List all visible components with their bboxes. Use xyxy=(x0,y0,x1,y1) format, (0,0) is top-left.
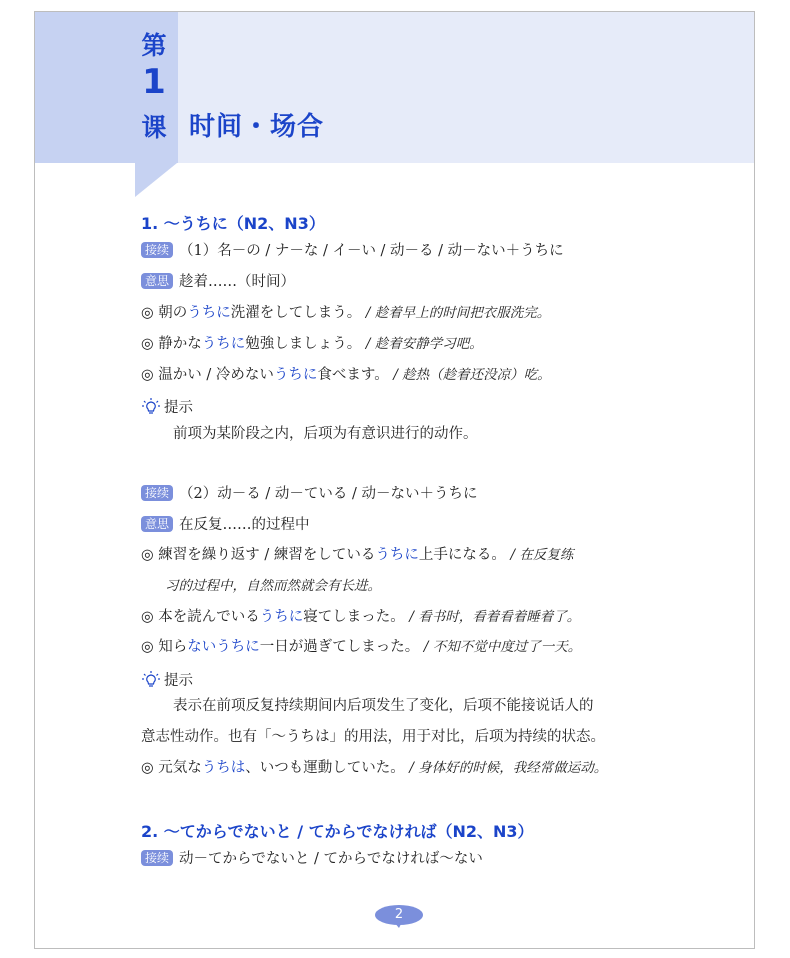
section-1-heading: 1. ～うちに（N2、N3） xyxy=(141,214,325,233)
usage-2-connect xyxy=(141,484,477,504)
example-mark: ◎ xyxy=(141,336,154,352)
example-jp: 勉強しましょう。 xyxy=(245,336,362,352)
usage-1-meaning xyxy=(141,272,295,292)
example-jp: 洗濯をしてしまう。 xyxy=(230,305,362,321)
lesson-char-di: 第 xyxy=(141,31,167,60)
example-line xyxy=(141,545,573,565)
example-jp: 寝てしまった。 xyxy=(303,609,405,625)
example-translation: / 看书时，看着看着睡着了。 xyxy=(409,609,581,625)
example-translation: / 趁热（趁着还没凉）吃。 xyxy=(393,367,551,383)
grammar-highlight: うちに xyxy=(201,336,246,352)
connect-badge: 接续 xyxy=(141,485,173,501)
usage-1-connect xyxy=(141,241,564,261)
connect-text: 动－てからでないと / てからでなければ～ない xyxy=(179,851,483,867)
example-mark: ◎ xyxy=(141,547,154,563)
lightbulb-icon xyxy=(141,397,161,417)
page-number-tail xyxy=(394,922,402,928)
meaning-text: 在反复……的过程中 xyxy=(179,517,310,533)
example-jp: 練習を繰り返す / 練習をしている xyxy=(158,547,376,563)
example-translation: / 趁着早上的时间把衣服洗完。 xyxy=(365,305,551,321)
connect-badge: 接续 xyxy=(141,850,173,866)
example-mark: ◎ xyxy=(141,760,154,776)
example-jp: 一日が過ぎてしまった。 xyxy=(259,639,420,655)
tip-heading xyxy=(141,670,193,691)
connect-badge: 接续 xyxy=(141,242,173,258)
lesson-char-ke: 课 xyxy=(141,113,167,142)
grammar-highlight: うちは xyxy=(201,760,246,776)
grammar-highlight: ないうちに xyxy=(187,639,260,655)
meaning-text: 趁着……（时间） xyxy=(179,274,296,290)
meaning-badge: 意思 xyxy=(141,516,173,532)
lesson-tab-fold xyxy=(135,163,177,197)
example-line xyxy=(141,758,607,778)
example-jp: 温かい / 冷めない xyxy=(158,367,274,383)
tip-label: 提示 xyxy=(164,673,193,689)
grammar-highlight: うちに xyxy=(375,547,419,563)
lesson-number: 1 xyxy=(142,62,166,102)
example-line xyxy=(141,637,581,657)
page-number: 2 xyxy=(375,905,423,925)
meaning-badge: 意思 xyxy=(141,273,173,289)
grammar-highlight: うちに xyxy=(187,305,231,321)
example-line xyxy=(141,365,551,385)
example-translation: / 在反复练 xyxy=(510,547,574,563)
example-jp: 静かな xyxy=(158,336,202,352)
example-translation: / 身体好的时候，我经常做运动。 xyxy=(409,760,608,776)
tip-text: 表示在前项反复持续期间内后项发生了变化，后项不能接说话人的 xyxy=(173,698,594,714)
section-2-connect xyxy=(141,849,483,869)
example-jp: 元気な xyxy=(158,760,202,776)
example-jp: 食べます。 xyxy=(317,367,389,383)
grammar-highlight: うちに xyxy=(273,367,318,383)
example-jp: 上手になる。 xyxy=(418,547,506,563)
example-mark: ◎ xyxy=(141,367,154,383)
example-mark: ◎ xyxy=(141,639,154,655)
lesson-title: 时间・场合 xyxy=(189,112,325,142)
example-line xyxy=(141,334,483,354)
example-mark: ◎ xyxy=(141,305,154,321)
example-line xyxy=(141,303,550,323)
tip-label: 提示 xyxy=(164,400,193,416)
example-translation-continued: 习的过程中，自然而然就会有长进。 xyxy=(165,578,381,594)
usage-2-meaning xyxy=(141,515,310,535)
example-translation: / 不知不觉中度过了一天。 xyxy=(423,639,582,655)
section-2-heading: 2. ～てからでないと / てからでなければ（N2、N3） xyxy=(141,822,534,841)
example-mark: ◎ xyxy=(141,609,154,625)
example-translation: / 趁着安静学习吧。 xyxy=(365,336,483,352)
connect-text: （2）动－る / 动－ている / 动－ない＋うちに xyxy=(179,486,478,502)
grammar-highlight: うちに xyxy=(259,609,304,625)
example-jp: 、いつも運動していた。 xyxy=(245,760,405,776)
example-jp: 知ら xyxy=(158,639,188,655)
example-jp: 朝の xyxy=(158,305,188,321)
tip-text: 前项为某阶段之内，后项为有意识进行的动作。 xyxy=(173,426,478,442)
example-jp: 本を読んでいる xyxy=(158,609,260,625)
connect-text: （1）名－の / ナ－な / イ－い / 动－る / 动－ない＋うちに xyxy=(179,243,564,259)
example-line xyxy=(141,607,580,627)
tip-heading xyxy=(141,397,193,418)
lightbulb-icon xyxy=(141,670,161,690)
tip-text: 意志性动作。也有「～うちは」的用法，用于对比，后项为持续的状态。 xyxy=(141,729,605,745)
